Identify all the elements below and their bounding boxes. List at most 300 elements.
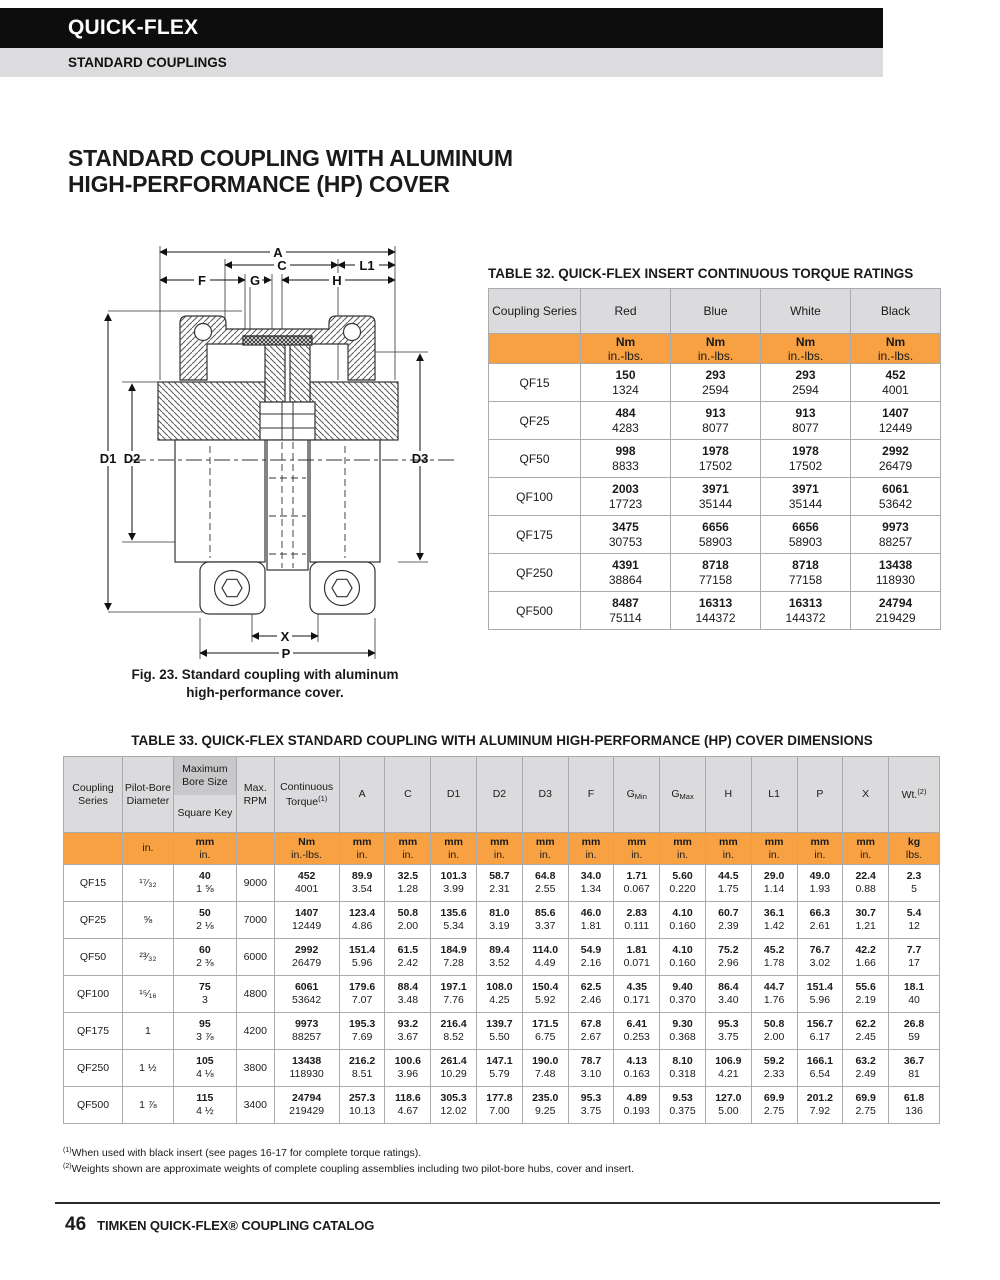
hex-socket-right <box>332 579 352 596</box>
dimension-cell <box>431 1013 477 1050</box>
dim-label-d2: D2 <box>123 451 141 466</box>
dimension-cell-bottom: 4.86 <box>351 920 373 932</box>
dimension-cell <box>614 1013 660 1050</box>
dimension-cell-bottom: 6.75 <box>534 1031 556 1043</box>
torque-cell-top: 2992 <box>882 443 909 458</box>
dimension-cell-bottom: 2.46 <box>580 994 602 1006</box>
torque-cell-bottom: 17502 <box>788 458 823 473</box>
units-cell <box>236 833 274 865</box>
units-cell-top: Nm <box>298 835 316 848</box>
dimension-cell <box>385 1050 431 1087</box>
dimension-cell-bottom: 10.13 <box>348 1105 376 1117</box>
dimension-cell-bottom: 118930 <box>289 1068 324 1080</box>
dimension-cell <box>385 976 431 1013</box>
dimension-cell-bottom: 3.96 <box>397 1068 419 1080</box>
catalog-title: TIMKEN QUICK-FLEX® COUPLING CATALOG <box>97 1218 375 1233</box>
dimension-cell <box>274 1087 339 1124</box>
units-cell-bottom: in. <box>677 848 689 861</box>
dimension-cell-top: 18.1 <box>903 981 925 993</box>
bore-key-cell-top: 75 <box>199 981 211 993</box>
torque-cell-top: 998 <box>615 443 636 458</box>
col-header-h: H <box>705 757 751 833</box>
bore-key-cell-top: 40 <box>199 870 211 882</box>
dimension-cell <box>339 939 385 976</box>
torque-cell-top: 8718 <box>792 557 819 572</box>
dim-label-d1: D1 <box>99 451 117 466</box>
units-cell <box>522 833 568 865</box>
units-cell <box>660 833 706 865</box>
dimension-cell <box>477 976 523 1013</box>
dimension-cell-top: 78.7 <box>580 1055 602 1067</box>
table32-section <box>488 266 940 630</box>
dimension-cell-top: 106.9 <box>715 1055 742 1067</box>
bore-key-cell-bottom: 3 <box>201 994 208 1006</box>
dimension-cell <box>797 939 843 976</box>
units-cell <box>671 334 761 364</box>
bore-key-cell-bottom: 2 ⅜ <box>196 957 214 969</box>
dimension-cell-top: 45.2 <box>763 944 785 956</box>
torque-cell-bottom: 17723 <box>608 496 643 511</box>
dimension-cell <box>522 1087 568 1124</box>
dimension-cell-top: 195.3 <box>348 1018 376 1030</box>
dimension-cell-bottom: 136 <box>905 1105 923 1117</box>
dimension-cell <box>477 939 523 976</box>
torque-cell <box>761 364 851 402</box>
bore-key-cell-top: 115 <box>196 1092 214 1104</box>
table-row <box>489 554 941 592</box>
series-cell: QF250 <box>489 554 581 592</box>
dimension-cell-top: 61.8 <box>903 1092 925 1104</box>
units-cell-bottom: in. <box>768 848 780 861</box>
dimension-cell-top: 257.3 <box>348 1092 376 1104</box>
dimension-cell-bottom: 6.54 <box>809 1068 831 1080</box>
units-cell-bottom: in. <box>199 848 211 861</box>
dimension-cell-bottom: 9.25 <box>534 1105 556 1117</box>
g-label: G <box>671 788 680 800</box>
unit-nm: Nm <box>795 334 816 349</box>
bore-key-cell-top: 60 <box>199 944 211 956</box>
units-cell <box>761 334 851 364</box>
dimension-cell-top: 118.6 <box>395 1092 421 1104</box>
rpm-cell: 4200 <box>236 1013 274 1050</box>
dimension-cell-top: 197.1 <box>440 981 467 993</box>
torque-cell <box>851 516 941 554</box>
dimension-cell <box>660 1050 706 1087</box>
dimension-cell-top: 50.8 <box>763 1018 785 1030</box>
units-cell-top: mm <box>352 835 372 848</box>
torque-cell <box>761 592 851 630</box>
dimension-cell-bottom: 5.50 <box>489 1031 510 1043</box>
dimension-cell <box>431 1050 477 1087</box>
torque-cell-top: 3971 <box>792 481 819 496</box>
torque-cell-top: 293 <box>795 367 816 382</box>
dimension-cell-bottom: 1.81 <box>580 920 602 932</box>
coupling-body <box>158 316 398 614</box>
dimension-cell-bottom: 3.67 <box>397 1031 419 1043</box>
table-row <box>64 902 940 939</box>
rpm-cell: 4800 <box>236 976 274 1013</box>
dimension-cell <box>843 976 889 1013</box>
dimension-cell-top: 34.0 <box>580 870 602 882</box>
torque-cell-top: 8718 <box>702 557 729 572</box>
dimension-cell-top: 54.9 <box>580 944 602 956</box>
dimension-cell-bottom: 2.39 <box>718 920 739 932</box>
col-header-max-bore <box>174 757 236 796</box>
page-title-line1: STANDARD COUPLING WITH ALUMINUM <box>68 145 513 171</box>
dimension-cell-top: 9.30 <box>672 1018 693 1030</box>
dimension-cell-bottom: 12 <box>908 920 920 932</box>
hex-socket-left <box>222 579 242 596</box>
table32 <box>488 288 941 630</box>
dimension-cell-top: 201.2 <box>806 1092 834 1104</box>
dimension-cell-bottom: 1.21 <box>855 920 876 932</box>
dim-label-h: H <box>332 273 342 288</box>
brand-bar <box>0 8 883 48</box>
hub-boss-left <box>265 345 285 402</box>
coupling-cross-section-diagram <box>60 232 480 664</box>
units-cell <box>431 833 477 865</box>
torque-cell <box>761 478 851 516</box>
units-cell-bottom: in.-lbs. <box>291 848 323 861</box>
dimension-cell <box>431 976 477 1013</box>
insert-band <box>243 336 312 345</box>
units-cell-top: mm <box>535 835 555 848</box>
dimension-cell-bottom: 4.67 <box>397 1105 419 1117</box>
torque-cell-bottom: 30753 <box>608 534 643 549</box>
torque-cell <box>851 440 941 478</box>
dimension-cell-bottom: 3.19 <box>489 920 510 932</box>
torque-cell <box>671 554 761 592</box>
dimension-cell-top: 184.9 <box>440 944 467 956</box>
torque-cell-bottom: 2594 <box>702 382 729 397</box>
table33-header-row <box>64 757 940 833</box>
dimension-cell-bottom: 59 <box>908 1031 920 1043</box>
cover-bolt-hole-right <box>344 324 361 341</box>
dimension-cell-bottom: 3.54 <box>351 883 373 895</box>
torque-cell <box>671 516 761 554</box>
bore-key-cell <box>173 976 236 1013</box>
torque-cell <box>671 478 761 516</box>
dimension-cell <box>385 902 431 939</box>
dimension-cell-top: 2992 <box>294 944 319 956</box>
dimension-cell-top: 29.0 <box>763 870 785 882</box>
dimension-cell-top: 135.6 <box>440 907 467 919</box>
dimension-cell <box>705 865 751 902</box>
series-cell: QF500 <box>489 592 581 630</box>
table-row <box>64 976 940 1013</box>
unit-inlbs: in.-lbs. <box>697 348 734 363</box>
torque-cell-top: 16313 <box>698 595 733 610</box>
dimension-cell-top: 89.4 <box>489 944 510 956</box>
torque-cell-top: 8487 <box>612 595 639 610</box>
dimension-cell <box>889 976 940 1013</box>
torque-cell-bottom: 26479 <box>878 458 913 473</box>
bore-key-cell <box>173 865 236 902</box>
torque-cell <box>851 478 941 516</box>
unit-inlbs: in.-lbs. <box>607 348 644 363</box>
dimension-cell <box>339 1050 385 1087</box>
torque-cell <box>671 440 761 478</box>
dimension-cell-bottom: 0.253 <box>623 1031 650 1043</box>
page-number: 46 <box>65 1214 87 1235</box>
dimension-cell <box>751 865 797 902</box>
dimension-cell-top: 150.4 <box>532 981 559 993</box>
series-cell: QF25 <box>64 902 123 939</box>
dimension-cell-top: 4.10 <box>672 907 693 919</box>
dimension-cell-bottom: 1.28 <box>397 883 419 895</box>
table-row <box>64 939 940 976</box>
dimension-cell <box>843 865 889 902</box>
figure-caption <box>100 666 430 701</box>
dimension-cell <box>889 939 940 976</box>
dimension-cell <box>705 939 751 976</box>
torque-cell-bottom: 38864 <box>608 572 643 587</box>
units-cell-bottom: in. <box>539 848 551 861</box>
dimension-cell-bottom: 12.02 <box>440 1105 467 1117</box>
dim-label-c: C <box>277 258 287 273</box>
page-title-line2: HIGH-PERFORMANCE (HP) COVER <box>68 171 450 197</box>
dimension-cell-bottom: 2.42 <box>397 957 419 969</box>
torque-cell-top: 3475 <box>612 519 639 534</box>
footnote-2-marker: (2) <box>63 1163 72 1170</box>
dimension-cell <box>614 976 660 1013</box>
max-bore-label: Maximum Bore Size <box>182 763 228 788</box>
dimension-cell-top: 95.3 <box>718 1018 739 1030</box>
units-cell-bottom: in. <box>585 848 597 861</box>
table33-units-row <box>64 833 940 865</box>
dimension-cell-bottom: 5.79 <box>489 1068 510 1080</box>
dimension-cell-bottom: 0.88 <box>855 883 876 895</box>
dimension-cell-top: 216.4 <box>440 1018 467 1030</box>
dimension-cell <box>274 865 339 902</box>
dimension-cell <box>660 1013 706 1050</box>
units-cell-bottom: lbs. <box>905 848 923 861</box>
unit-inlbs: in.-lbs. <box>787 348 824 363</box>
torque-cell-bottom: 8077 <box>792 420 819 435</box>
dimension-cell-top: 46.0 <box>580 907 602 919</box>
table32-units-row <box>489 334 941 364</box>
dimension-cell <box>385 1087 431 1124</box>
dimension-cell-bottom: 3.48 <box>397 994 419 1006</box>
torque-cell-top: 13438 <box>878 557 913 572</box>
dimension-cell-bottom: 2.96 <box>718 957 739 969</box>
dimension-cell <box>751 902 797 939</box>
dimension-cell-top: 36.1 <box>763 907 785 919</box>
dimension-cell-bottom: 4.25 <box>489 994 510 1006</box>
dimension-cell <box>660 976 706 1013</box>
dimension-cell <box>889 865 940 902</box>
figure-23 <box>60 232 480 664</box>
dimension-cell-top: 44.7 <box>763 981 785 993</box>
col-header-gmax <box>660 757 706 833</box>
dimension-cell <box>339 865 385 902</box>
units-cell <box>843 833 889 865</box>
pilot-bore-cell: ²³⁄₃₂ <box>123 939 174 976</box>
dimension-cell <box>660 939 706 976</box>
torque-cell-top: 3971 <box>702 481 729 496</box>
dimension-cell-bottom: 3.52 <box>489 957 510 969</box>
dimension-cell <box>431 939 477 976</box>
dimension-cell-bottom: 6.17 <box>809 1031 831 1043</box>
torque-cell <box>761 516 851 554</box>
col-header-max-rpm: Max. RPM <box>236 757 274 833</box>
dimension-cell <box>889 1013 940 1050</box>
dimension-cell-top: 61.5 <box>397 944 419 956</box>
dimension-cell-top: 1.81 <box>626 944 647 956</box>
units-cell <box>274 833 339 865</box>
dimension-cell <box>274 976 339 1013</box>
units-cell-top: mm <box>810 835 830 848</box>
dimension-cell-top: 100.6 <box>394 1055 421 1067</box>
col-header-black: Black <box>851 289 941 334</box>
dim-label-p: P <box>281 646 291 661</box>
table33-body <box>64 865 940 1124</box>
torque-cell-top: 6061 <box>882 481 909 496</box>
units-cell-bottom: in. <box>356 848 368 861</box>
figure-caption-line2: high-performance cover. <box>186 684 344 700</box>
dimension-cell-top: 7.7 <box>906 944 922 956</box>
dimension-cell-bottom: 0.375 <box>669 1105 696 1117</box>
dimension-cell-top: 139.7 <box>486 1018 513 1030</box>
dimension-cell-bottom: 88257 <box>292 1031 322 1043</box>
bore-key-cell <box>173 939 236 976</box>
units-cell <box>614 833 660 865</box>
dimension-cell-top: 4.89 <box>626 1092 647 1104</box>
torque-label: Continuous Torque <box>280 780 334 808</box>
torque-cell-bottom: 144372 <box>695 610 736 625</box>
dimension-cell-bottom: 3.10 <box>580 1068 602 1080</box>
torque-cell-bottom: 4283 <box>612 420 639 435</box>
dimension-cell-bottom: 0.171 <box>623 994 650 1006</box>
torque-cell-bottom: 4001 <box>882 382 909 397</box>
col-header-l1: L1 <box>751 757 797 833</box>
torque-cell-top: 484 <box>615 405 636 420</box>
dimension-cell-bottom: 53642 <box>292 994 322 1006</box>
dimension-cell-bottom: 1.93 <box>809 883 831 895</box>
dimension-cell-top: 190.0 <box>532 1055 559 1067</box>
dimension-cell-bottom: 8.52 <box>443 1031 464 1043</box>
footnote-1-marker: (1) <box>63 1147 72 1154</box>
table-row <box>64 1050 940 1087</box>
table-row <box>489 402 941 440</box>
dimension-cell-bottom: 4001 <box>294 883 319 895</box>
dim-label-d3: D3 <box>411 451 429 466</box>
dimension-cell-top: 1407 <box>294 907 319 919</box>
dimension-cell-bottom: 3.99 <box>443 883 464 895</box>
dimension-cell-top: 123.4 <box>348 907 376 919</box>
torque-cell <box>671 364 761 402</box>
figure-caption-line1: Fig. 23. Standard coupling with aluminum <box>131 667 399 682</box>
units-cell-bottom: in. <box>722 848 734 861</box>
bore-key-cell-top: 105 <box>196 1055 214 1067</box>
table-row <box>64 1087 940 1124</box>
torque-cell-bottom: 35144 <box>698 496 733 511</box>
dimension-cell <box>705 1013 751 1050</box>
dimension-cell <box>889 1050 940 1087</box>
units-cell <box>385 833 431 865</box>
units-cell-bottom: in. <box>448 848 460 861</box>
wt-label: Wt. <box>901 789 918 802</box>
dimension-cell <box>431 1087 477 1124</box>
dimension-cell-bottom: 5 <box>911 883 917 895</box>
table32-title: TABLE 32. QUICK-FLEX INSERT CONTINUOUS TORQUE RATINGS <box>488 266 914 281</box>
torque-cell-bottom: 12449 <box>878 420 913 435</box>
units-cell <box>568 833 614 865</box>
rpm-cell: 6000 <box>236 939 274 976</box>
units-cell <box>751 833 797 865</box>
dimension-cell-top: 76.7 <box>809 944 831 956</box>
footer-rule <box>55 1202 940 1204</box>
dimension-cell-bottom: 2.45 <box>855 1031 876 1043</box>
dimension-cell <box>705 1087 751 1124</box>
rpm-cell: 7000 <box>236 902 274 939</box>
dimension-cell <box>843 1050 889 1087</box>
dimension-cell-top: 63.2 <box>855 1055 876 1067</box>
dim-label-l1: L1 <box>359 258 375 273</box>
dimension-cell <box>751 1013 797 1050</box>
dimension-cell-top: 6.41 <box>626 1018 647 1030</box>
torque-cell <box>581 402 671 440</box>
bore-key-cell <box>173 1050 236 1087</box>
units-cell-bottom: in. <box>493 848 505 861</box>
dimension-cell <box>385 865 431 902</box>
torque-cell <box>851 402 941 440</box>
rpm-cell: 9000 <box>236 865 274 902</box>
table-row <box>64 865 940 902</box>
units-cell <box>851 334 941 364</box>
dimension-cell-bottom: 8.51 <box>351 1068 373 1080</box>
footnote-1 <box>63 1144 634 1160</box>
dimension-cell-top: 6061 <box>294 981 319 993</box>
col-header-square-key <box>174 795 236 833</box>
square-key-label: Square Key <box>177 806 233 819</box>
dimension-cell-bottom: 0.160 <box>669 957 696 969</box>
dimension-cell-bottom: 3.40 <box>718 994 739 1006</box>
dimension-cell <box>614 1087 660 1124</box>
col-header-blue: Blue <box>671 289 761 334</box>
bore-key-cell-bottom: 2 ⅛ <box>196 920 214 932</box>
col-header-red: Red <box>581 289 671 334</box>
wt-footnote-ref: (2) <box>917 787 927 797</box>
dimension-cell-top: 32.5 <box>397 870 419 882</box>
gmin-sub: Min <box>634 792 647 801</box>
dimension-cell <box>385 1013 431 1050</box>
dimension-cell-bottom: 1.66 <box>855 957 876 969</box>
series-cell: QF15 <box>489 364 581 402</box>
section-title: STANDARD COUPLINGS <box>68 55 227 70</box>
units-cell-top: mm <box>444 835 463 848</box>
dimension-cell <box>477 1013 523 1050</box>
dimension-cell <box>751 976 797 1013</box>
dimension-cell-top: 13438 <box>292 1055 322 1067</box>
g-label: G <box>626 788 635 800</box>
dimension-cell-top: 305.3 <box>440 1092 467 1104</box>
unit-inlbs: in.-lbs. <box>877 348 914 363</box>
dimension-cell-bottom: 7.07 <box>351 994 373 1006</box>
dimension-cell-top: 8.10 <box>672 1055 693 1067</box>
col-header-continuous-torque <box>274 757 339 833</box>
dimension-cell <box>477 865 523 902</box>
units-cell <box>123 833 174 865</box>
torque-cell-bottom: 77158 <box>698 572 733 587</box>
dimension-cell-top: 235.0 <box>532 1092 559 1104</box>
dimension-cell-top: 75.2 <box>718 944 739 956</box>
units-cell-top: mm <box>718 835 738 848</box>
series-cell: QF175 <box>489 516 581 554</box>
units-cell-value: in. <box>142 842 154 854</box>
units-cell-top: mm <box>673 835 692 848</box>
dimension-cell <box>339 902 385 939</box>
